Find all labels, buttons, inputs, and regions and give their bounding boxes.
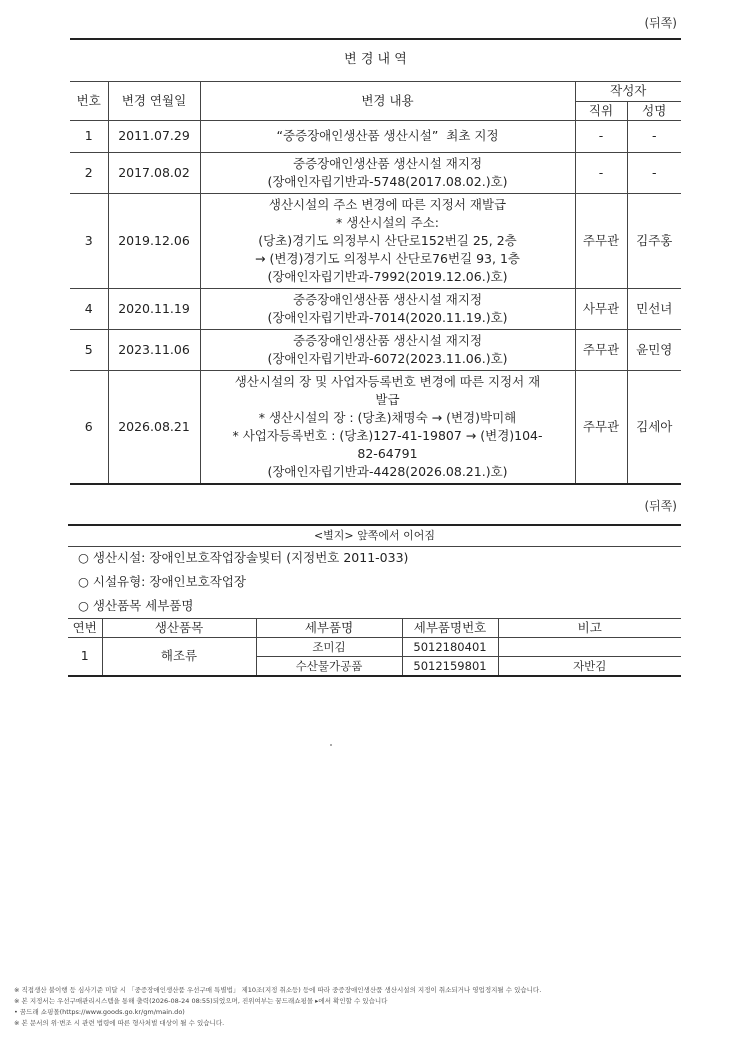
row-no: 5 <box>70 329 108 370</box>
row-content <box>200 193 575 288</box>
content-line: 82-64791 <box>357 445 418 461</box>
row-position: - <box>575 120 627 152</box>
row-no: 3 <box>70 193 108 288</box>
row-content <box>200 152 575 193</box>
footnote-line: ※ 직접생산 불이행 등 심사기준 미달 시 「중증장애인생산품 우선구매 특별법」 제10조(지정 취소등) 등에 따라 중증장애인생산품 생산시설의 지정이 취소되거나 영업정지될 수 있습니다. <box>14 986 542 994</box>
annex-detail: 조미김 <box>256 637 402 656</box>
type-line <box>68 570 681 594</box>
items-label: ○ 생산품목 세부품명 <box>68 594 681 618</box>
annex-detail-no: 5012159801 <box>402 656 498 676</box>
annex-title: <별지> 앞쪽에서 이어짐 <box>68 525 681 546</box>
content-line: 생산시설의 주소 변경에 따른 지정서 재발급 <box>268 196 507 212</box>
row-name: 윤민영 <box>627 329 681 370</box>
row-name: 김주홍 <box>627 193 681 288</box>
history-row <box>70 152 681 193</box>
type-value: 장애인보호작업장 <box>149 574 246 589</box>
row-name: - <box>627 120 681 152</box>
history-row <box>70 193 681 288</box>
annex-row-product: 해조류 <box>102 637 256 676</box>
content-line: 생산시설의 장 및 사업자등록번호 변경에 따른 지정서 재 <box>234 373 541 389</box>
footnote-line: ※ 본 지정서는 우선구매관리시스템을 통해 출력(2026-08-24 08:55)되었으며, 진위여부는 꿈드래쇼핑몰 ▸에서 확인할 수 있습니다 <box>14 997 388 1005</box>
row-content <box>200 370 575 484</box>
history-row <box>70 288 681 329</box>
row-name: 김세아 <box>627 370 681 484</box>
row-position: 주무관 <box>575 370 627 484</box>
content-line: (장애인자립기반과-7014(2020.11.19.)호) <box>267 309 508 325</box>
annex-header-detail-no: 세부품명번호 <box>402 618 498 637</box>
header-name: 성명 <box>627 101 681 120</box>
annex-row-no: 1 <box>68 637 102 676</box>
content-line: * 사업자등록번호 : (당초)127-41-19807 → (변경)104- <box>232 427 543 443</box>
annex-detail: 수산물가공품 <box>256 656 402 676</box>
row-no: 2 <box>70 152 108 193</box>
annex-detail-no: 5012180401 <box>402 637 498 656</box>
annex-table <box>68 524 681 677</box>
content-line: 중증장애인생산품 생산시설 재지정 <box>292 291 483 307</box>
row-content <box>200 329 575 370</box>
row-date: 2020.11.19 <box>108 288 200 329</box>
header-no: 번호 <box>70 81 108 120</box>
content-line: (장애인자립기반과-7992(2019.12.06.)호) <box>267 268 508 284</box>
content-line: → (변경)경기도 의정부시 산단로76번길 93, 1층 <box>255 250 520 266</box>
facility-line <box>68 546 681 570</box>
history-row <box>70 120 681 152</box>
type-label: ○ 시설유형: <box>78 574 146 589</box>
row-name: - <box>627 152 681 193</box>
page-side-label-2: (뒤쪽) <box>644 499 677 513</box>
row-date: 2019.12.06 <box>108 193 200 288</box>
content-line: (장애인자립기반과-5748(2017.08.02.)호) <box>267 173 508 189</box>
facility-value: 장애인보호작업장솔빛터 (지정번호 2011-033) <box>149 550 409 566</box>
header-content: 변경 내용 <box>200 81 575 120</box>
row-date: 2023.11.06 <box>108 329 200 370</box>
facility-label: ○ 생산시설: <box>78 550 146 566</box>
row-no: 1 <box>70 120 108 152</box>
history-row <box>70 329 681 370</box>
footnote-line: ※ 본 문서의 위·변조 시 관련 법령에 따른 형사처벌 대상이 될 수 있습니다. <box>14 1019 225 1027</box>
annex-note <box>498 637 681 656</box>
annex-header-product: 생산품목 <box>102 618 256 637</box>
annex-note: 자반김 <box>498 656 681 676</box>
content-line: 중증장애인생산품 생산시설 재지정 <box>292 332 483 348</box>
row-date: 2026.08.21 <box>108 370 200 484</box>
history-title: 변 경 내 역 <box>70 39 681 81</box>
content-line: * 생산시설의 주소: <box>336 214 439 230</box>
header-date: 변경 연월일 <box>108 81 200 120</box>
annex-header-detail: 세부품명 <box>256 618 402 637</box>
annex-header-no: 연번 <box>68 618 102 637</box>
annex-row <box>68 637 681 656</box>
content-line: (장애인자립기반과-6072(2023.11.06.)호) <box>267 350 508 366</box>
content-line: (장애인자립기반과-4428(2026.08.21.)호) <box>267 463 508 479</box>
row-no: 6 <box>70 370 108 484</box>
page-side-label: (뒤쪽) <box>644 16 677 30</box>
row-position: 사무관 <box>575 288 627 329</box>
row-name: 민선녀 <box>627 288 681 329</box>
row-position: 주무관 <box>575 193 627 288</box>
annex-header-note: 비고 <box>498 618 681 637</box>
footnotes <box>14 985 734 1029</box>
history-row <box>70 370 681 484</box>
content-line: 중증장애인생산품 생산시설 재지정 <box>292 155 483 171</box>
row-content <box>200 120 575 152</box>
header-position: 직위 <box>575 101 627 120</box>
footnote-line: • 꿈드래 쇼핑몰(https://www.goods.go.kr/gm/main.do) <box>14 1008 185 1016</box>
content-line: (당초)경기도 의정부시 산단로152번길 25, 2층 <box>258 232 517 248</box>
content-line: “중증장애인생산품 생산시설” 최초 지정 <box>276 128 499 143</box>
header-writer: 작성자 <box>575 81 681 101</box>
content-line: * 생산시설의 장 : (당초)채명숙 → (변경)박미해 <box>258 409 517 425</box>
scan-dot <box>330 744 332 746</box>
row-date: 2011.07.29 <box>108 120 200 152</box>
content-line: 발급 <box>375 391 400 407</box>
row-position: - <box>575 152 627 193</box>
row-content <box>200 288 575 329</box>
row-date: 2017.08.02 <box>108 152 200 193</box>
change-history-table <box>70 38 681 485</box>
row-position: 주무관 <box>575 329 627 370</box>
row-no: 4 <box>70 288 108 329</box>
